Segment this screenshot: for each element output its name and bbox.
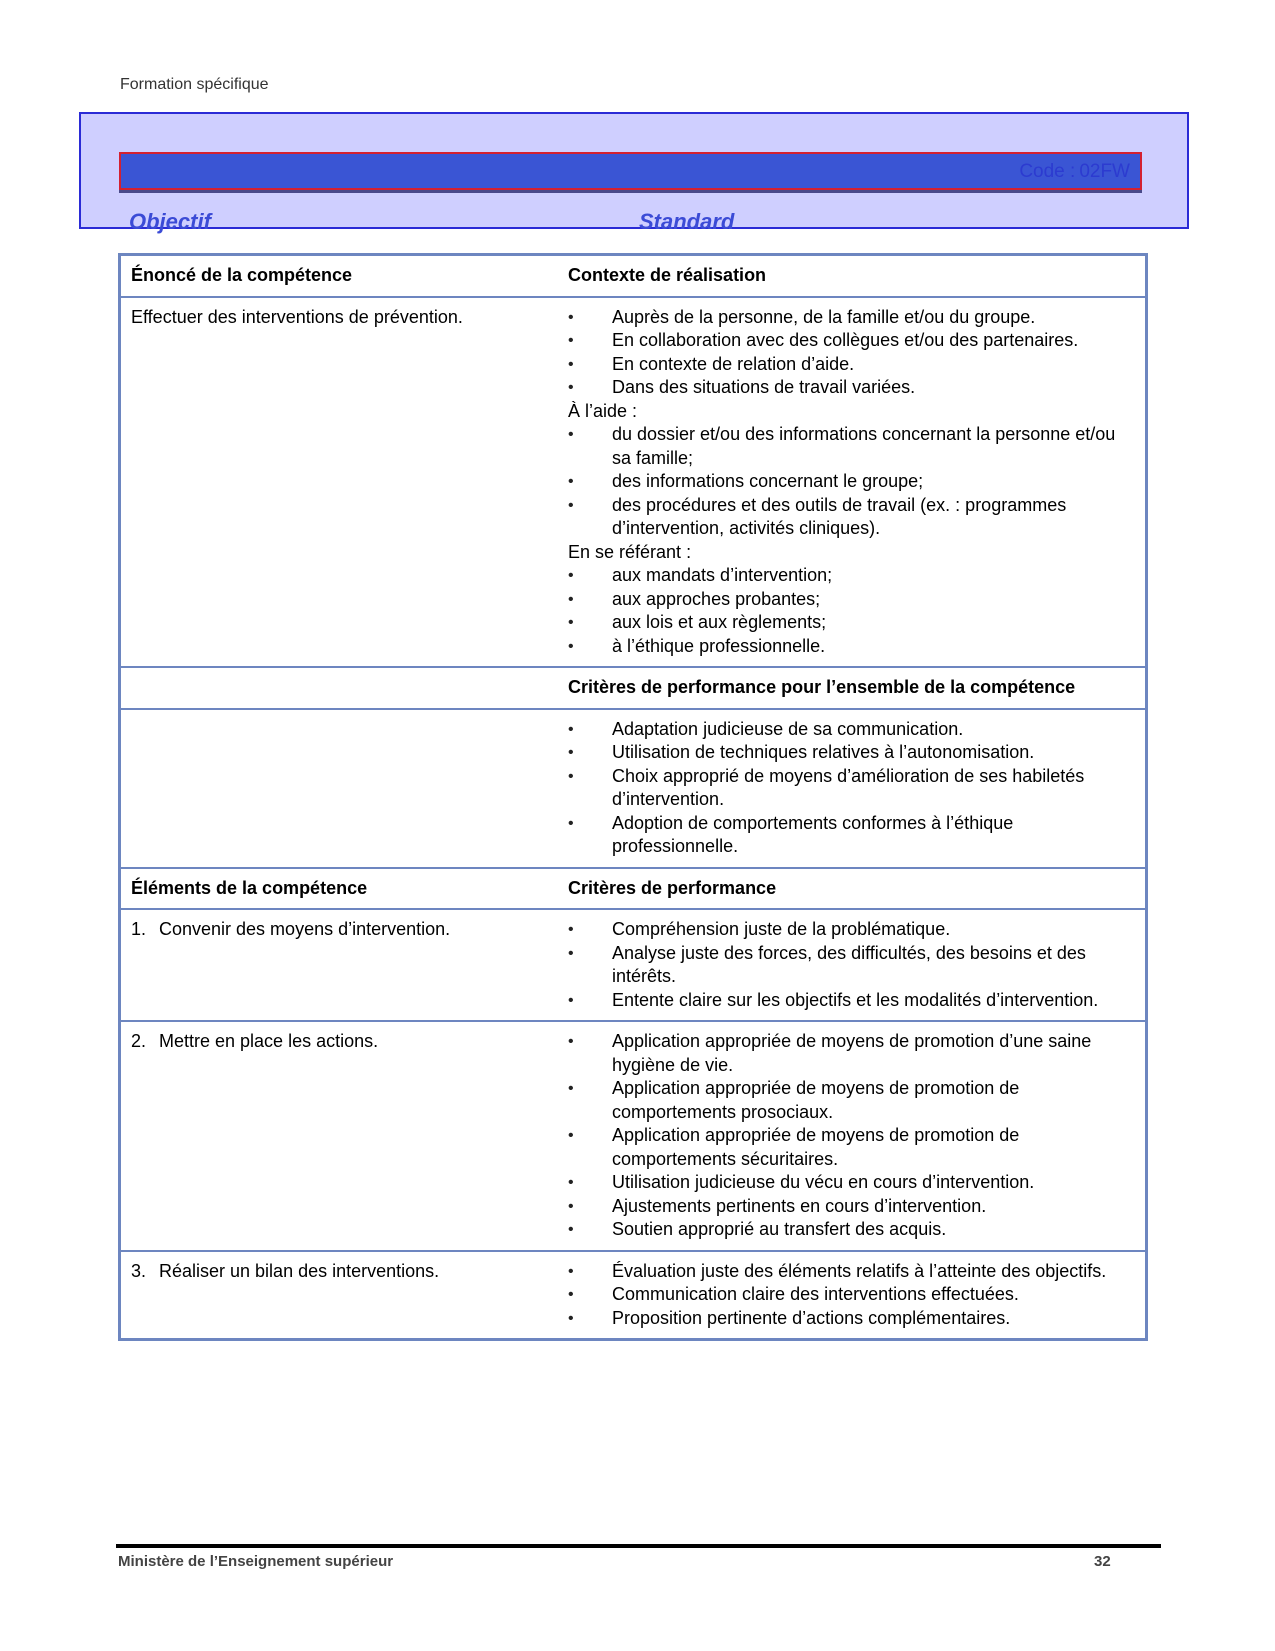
list-item: • Communication claire des interventions effectuées.	[568, 1283, 1135, 1307]
enonce-header: Énoncé de la compétence	[120, 255, 559, 297]
en-se-referant-label: En se référant :	[568, 541, 692, 562]
elements-header-row	[120, 868, 1147, 910]
list-item: • Application appropriée de moyens de promotion d’une saine hygiène de vie.	[568, 1030, 1135, 1077]
list-item: • des informations concernant le groupe;	[568, 470, 1135, 494]
list-item: • aux lois et aux règlements;	[568, 611, 1135, 635]
list-item: • Utilisation judicieuse du vécu en cours d’intervention.	[568, 1171, 1135, 1195]
criteres-ensemble-header-row	[120, 667, 1147, 709]
header-band	[79, 112, 1189, 234]
page-number: 32	[1094, 1553, 1111, 1570]
code-text	[1015, 161, 1130, 183]
contexte-cell	[558, 297, 1147, 668]
list-item: • En contexte de relation d’aide.	[568, 353, 1135, 377]
element-row-3	[120, 1251, 1147, 1340]
list-item: • Auprès de la personne, de la famille et/ou du groupe.	[568, 306, 1135, 330]
enonce-text: Effectuer des interventions de prévention.	[120, 297, 559, 668]
contexte-list-3	[568, 564, 1135, 658]
element-number: 1.	[131, 919, 147, 939]
code-bar	[119, 152, 1142, 190]
criteres-ensemble-header: Critères de performance pour l’ensemble de la compétence	[558, 667, 1147, 709]
footer-ministry: Ministère de l’Enseignement supérieur	[118, 1553, 394, 1570]
code-label: Code :	[1019, 161, 1076, 182]
list-item: • Application appropriée de moyens de promotion de comportements sécuritaires.	[568, 1124, 1135, 1171]
element-3-criteria	[568, 1260, 1135, 1331]
footer-divider	[116, 1544, 1161, 1548]
code-value: 02FW	[1079, 161, 1130, 182]
element-number: 3.	[131, 1260, 147, 1281]
list-item: • Évaluation juste des éléments relatifs à l’atteinte des objectifs.	[568, 1260, 1135, 1284]
list-item: • Dans des situations de travail variées.	[568, 376, 1135, 400]
element-number: 2.	[131, 1031, 147, 1051]
element-2-criteria	[568, 1030, 1135, 1242]
criteres-ensemble-row	[120, 709, 1147, 868]
element-label: Convenir des moyens d’intervention.	[159, 919, 451, 939]
element-1-criteria	[568, 918, 1135, 1012]
band-labels	[129, 209, 735, 235]
list-item: • Analyse juste des forces, des difficultés, des besoins et des intérêts.	[568, 942, 1135, 989]
list-item: • aux approches probantes;	[568, 588, 1135, 612]
competence-table	[118, 253, 1148, 1341]
element-label: Réaliser un bilan des interventions.	[159, 1260, 440, 1281]
list-item: • Proposition pertinente d’actions complémentaires.	[568, 1307, 1135, 1331]
contexte-list-2	[568, 423, 1135, 541]
criteres-ensemble-list	[568, 718, 1135, 859]
element-row-2	[120, 1021, 1147, 1251]
element-label: Mettre en place les actions.	[159, 1031, 379, 1051]
list-item: • En collaboration avec des collègues et/ou des partenaires.	[568, 329, 1135, 353]
list-item: • à l’éthique professionnelle.	[568, 635, 1135, 659]
list-item: • Ajustements pertinents en cours d’intervention.	[568, 1195, 1135, 1219]
element-row-1	[120, 909, 1147, 1021]
list-item: • du dossier et/ou des informations concernant la personne et/ou sa famille;	[568, 423, 1135, 470]
contexte-header: Contexte de réalisation	[558, 255, 1147, 297]
list-item: • Application appropriée de moyens de promotion de comportements prosociaux.	[568, 1077, 1135, 1124]
list-item: • Soutien approprié au transfert des acquis.	[568, 1218, 1135, 1242]
a-laide-label: À l’aide :	[568, 400, 638, 421]
list-item: • Entente claire sur les objectifs et les modalités d’intervention.	[568, 989, 1135, 1013]
criteres-header: Critères de performance	[558, 868, 1147, 910]
running-header: Formation spécifique	[120, 76, 269, 93]
contexte-list-1	[568, 306, 1135, 400]
elements-header: Éléments de la compétence	[120, 868, 559, 910]
list-item: • Adaptation judicieuse de sa communication.	[568, 718, 1135, 742]
list-item: • aux mandats d’intervention;	[568, 564, 1135, 588]
objective-label: Objectif	[129, 209, 211, 234]
standard-label: Standard	[639, 209, 735, 234]
list-item: • Compréhension juste de la problématique.	[568, 918, 1135, 942]
list-item: • Choix approprié de moyens d’amélioration de ses habiletés d’intervention.	[568, 765, 1135, 812]
table-header-row	[120, 255, 1147, 297]
list-item: • Adoption de comportements conformes à l’éthique professionnelle.	[568, 812, 1135, 859]
enonce-row	[120, 297, 1147, 668]
list-item: • Utilisation de techniques relatives à l’autonomisation.	[568, 741, 1135, 765]
list-item: • des procédures et des outils de travail (ex. : programmes d’intervention, activités cliniques).	[568, 494, 1135, 541]
